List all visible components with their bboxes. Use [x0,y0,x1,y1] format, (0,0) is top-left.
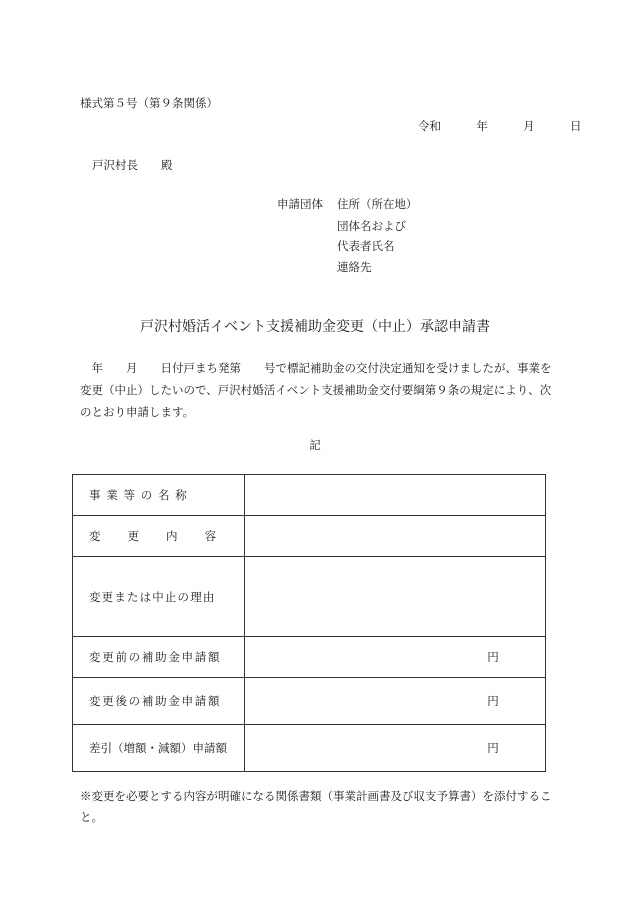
value-project-name[interactable] [245,475,546,516]
label-amount-difference: 差引（増額・減額）申請額 [73,725,245,772]
value-amount-after[interactable] [245,678,546,725]
label-amount-before: 変更前の補助金申請額 [73,637,245,678]
yen-unit: 円 [487,741,499,755]
table-row [73,475,546,516]
label-change-reason: 変更または中止の理由 [73,557,245,637]
applicant-contact: 連絡先 [337,260,372,274]
yen-unit: 円 [487,650,499,664]
value-change-content[interactable] [245,516,546,557]
table-row [73,557,546,637]
label-project-name: 事業等の名称 [73,475,245,516]
form-number: 様式第５号（第９条関係） [80,96,218,110]
application-body: 年 月 日付戸まち発第 号で標記補助金の交付決定通知を受けましたが、事業を変更（中止）したいので、戸沢村婚活イベント支援補助金交付要綱第９条の規定により、次のとおり申請します。 [80,361,552,419]
table-row [73,516,546,557]
applicant-representative: 代表者氏名 [337,239,395,253]
date-year: 年 [476,119,488,133]
value-amount-difference[interactable] [245,725,546,772]
applicant-org-name: 団体名および [337,219,406,233]
attachment-note: ※変更を必要とする内容が明確になる関係書類（事業計画書及び収支予算書）を添付すること。 [80,789,552,824]
date-day: 日 [569,119,582,133]
document-title: 戸沢村婚活イベント支援補助金変更（中止）承認申請書 [140,319,490,335]
yen-unit: 円 [487,694,499,708]
addressee: 戸沢村長 殿 [92,158,173,172]
label-change-content: 変更内容 [73,516,245,557]
date-era: 令和 [418,119,441,133]
table-row [73,725,546,772]
table-row [73,637,546,678]
ki-heading: 記 [309,438,321,452]
date-line [418,118,581,134]
applicant-label: 申請団体 [277,197,323,211]
label-amount-after: 変更後の補助金申請額 [73,678,245,725]
table-row [73,678,546,725]
value-change-reason[interactable] [245,557,546,637]
application-table [72,474,546,772]
value-amount-before[interactable] [245,637,546,678]
applicant-address: 住所（所在地） [337,197,418,211]
date-month: 月 [523,119,535,133]
